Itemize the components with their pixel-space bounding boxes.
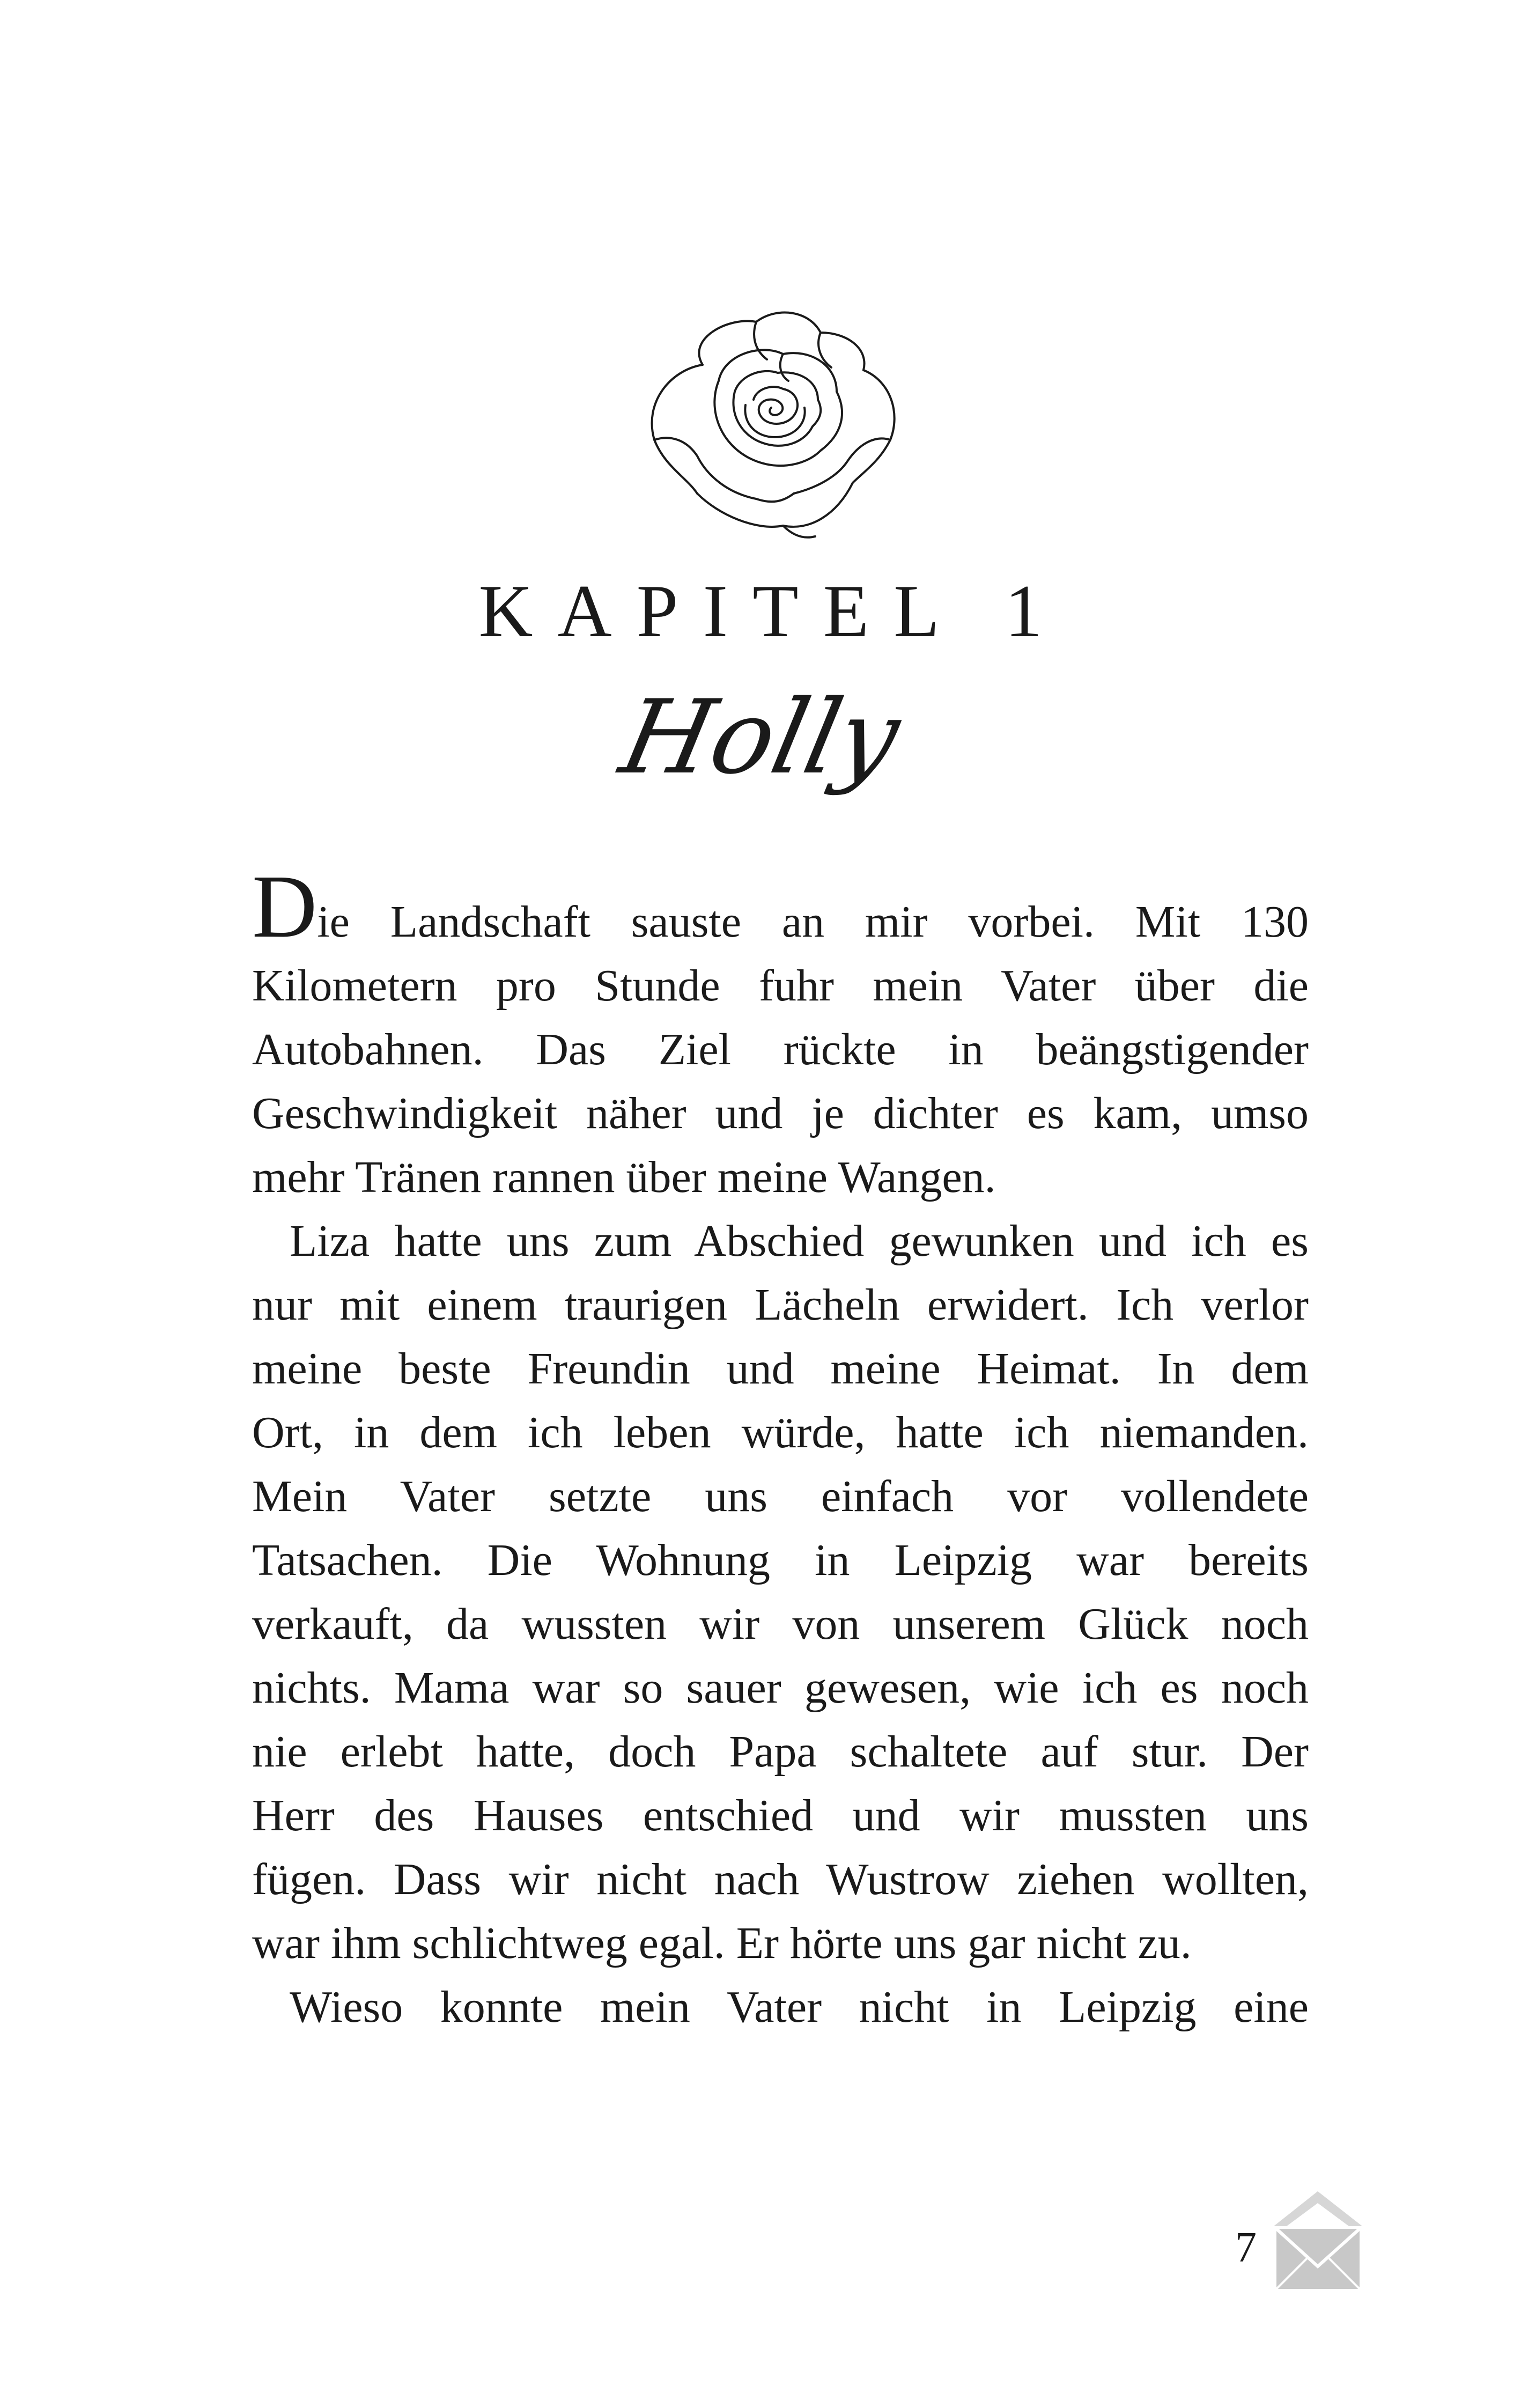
text-line: Liza hatte uns zum Abschied gewunken und ich es: [290, 1216, 1309, 1266]
text-line: Die Landschaft sauste an mir vorbei. Mit 130: [252, 857, 1309, 956]
paragraph-1: [252, 857, 1309, 1209]
text-line: Ort, in dem ich leben würde, hatte ich niemanden.: [252, 1408, 1309, 1457]
page-number: 7: [1235, 2224, 1257, 2271]
rose-icon: [622, 300, 922, 547]
text-line: Mein Vater setzte uns einfach vor vollendete: [252, 1471, 1309, 1521]
drop-cap: D: [252, 857, 318, 956]
paragraph-3: [252, 1975, 1309, 2039]
paragraph-2: [252, 1209, 1309, 1975]
text-line: nie erlebt hatte, doch Papa schaltete auf stur. Der: [252, 1727, 1309, 1777]
text-line: Wieso konnte mein Vater nicht in Leipzig eine: [290, 1982, 1309, 2032]
chapter-title: KAPITEL 1: [478, 570, 1067, 653]
text-line: Herr des Hauses entschied und wir mussten uns: [252, 1791, 1309, 1840]
text-line: mehr Tränen rannen über meine Wangen.: [252, 1152, 996, 1202]
chapter-subtitle: Holly: [611, 678, 910, 797]
text-line: verkauft, da wussten wir von unserem Glück noch: [252, 1599, 1309, 1649]
text-line: Kilometern pro Stunde fuhr mein Vater über die: [252, 961, 1309, 1011]
text-line: nur mit einem traurigen Lächeln erwidert. Ich verlor: [252, 1280, 1309, 1330]
text-line: Tatsachen. Die Wohnung in Leipzig war bereits: [252, 1535, 1309, 1585]
text-line: Autobahnen. Das Ziel rückte in beängstigender: [252, 1025, 1309, 1074]
envelope-icon: [1274, 2191, 1362, 2291]
text-line: fügen. Dass wir nicht nach Wustrow ziehen wollten,: [252, 1854, 1309, 1904]
text-line: nichts. Mama war so sauer gewesen, wie ich es noch: [252, 1663, 1309, 1713]
text-line: war ihm schlichtweg egal. Er hörte uns gar nicht zu.: [252, 1918, 1192, 1968]
text-line: Geschwindigkeit näher und je dichter es kam, umso: [252, 1088, 1309, 1138]
body-text: [252, 857, 1309, 2039]
text-line: meine beste Freundin und meine Heimat. In dem: [252, 1344, 1309, 1394]
